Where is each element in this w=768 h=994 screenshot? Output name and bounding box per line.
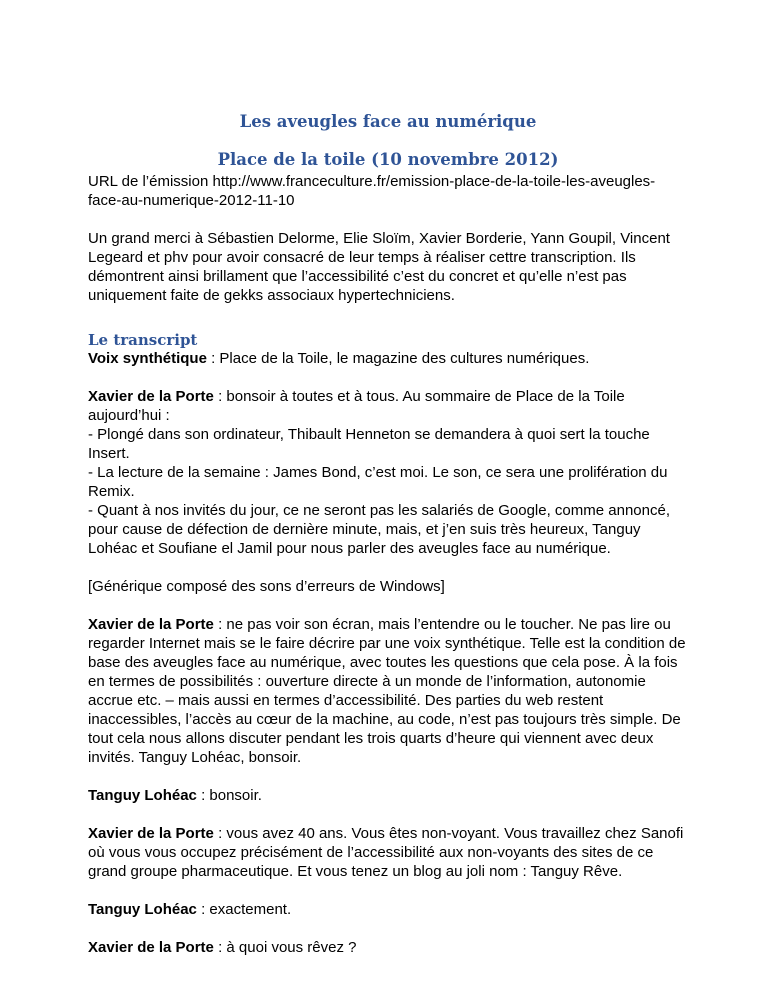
turn-text: : Place de la Toile, le magazine des cultures numériques. [206,350,590,367]
url-paragraph [88,172,688,210]
turn-text: : vous avez 40 ans. Vous êtes non-voyant. Vous travaillez chez Sanofi où vous vous occupez précisément de l’accessibilité aux non-voyants des sites de ce grand groupe pharmaceutique. Et vous tenez un blog au joli nom : Tanguy Rêve. [88,825,684,880]
speaker-name: Tanguy Lohéac [88,901,197,918]
transcript-turn [88,349,688,368]
broadcast-link[interactable]: http://www.franceculture.fr/emission-place-de-la-toile-les-aveugles-face-au-numerique-2012-11-10 [88,173,656,209]
summary-item: - La lecture de la semaine : James Bond, c’est moi. Le son, ce sera une prolifération du Remix. [88,464,668,500]
stage-direction: [Générique composé des sons d’erreurs de Windows] [88,578,445,595]
turn-text: : bonsoir. [196,787,262,804]
summary-item: - Plongé dans son ordinateur, Thibault Henneton se demandera à quoi sert la touche Insert. [88,426,650,462]
document-subtitle: Place de la toile (10 novembre 2012) [217,150,559,169]
speaker-name: Xavier de la Porte [88,616,214,633]
speaker-name: Xavier de la Porte [88,939,214,956]
document-title: Les aveugles face au numérique [239,112,537,131]
document-body [88,112,688,957]
turn-text: : exactement. [196,901,292,918]
section-heading: Le transcript [88,331,198,349]
transcript-turn [88,786,688,805]
speaker-name: Xavier de la Porte [88,825,214,842]
thanks-paragraph: Un grand merci à Sébastien Delorme, Elie Sloïm, Xavier Borderie, Yann Goupil, Vincent Legeard et phv pour avoir consacré de leur temps à réaliser cettre transcription. Ils démontrent ainsi brillament que l’accessibilité c’est du concret et qu’elle n’est pas uniquement faite de gekks associaux hypertechniciens. [88,230,670,304]
speaker-name: Voix synthétique [88,350,207,367]
turn-text: : ne pas voir son écran, mais l’entendre ou le toucher. Ne pas lire ou regarder Internet mais se le faire décrire par une voix synthétique. Telle est la condition de base des aveugles face au numérique, avec toutes les questions que cela pose. À la fois en termes de possibilités : ouverture directe à un monde de l’information, autonomie accrue etc. – mais aussi en termes d’accessibilité. Des parties du web restent inaccessibles, l’accès au cœur de la machine, au code, n’est pas toujours très simple. De tout cela nous allons discuter pendant les trois quarts d’heure qui viennent avec deux invités. Tanguy Lohéac, bonsoir. [88,616,686,766]
transcript-turn [88,824,688,881]
url-prefix: URL de l’émission [88,173,213,190]
summary-item: - Quant à nos invités du jour, ce ne seront pas les salariés de Google, comme annoncé, pour cause de défection de dernière minute, mais, et j’en suis très heureux, Tanguy Lohéac et Soufiane el Jamil pour nous parler des aveugles face au numérique. [88,502,670,557]
turn-text: : à quoi vous rêvez ? [213,939,357,956]
turn-text: : bonsoir à toutes et à tous. Au sommaire de Place de la Toile aujourd’hui : [88,388,625,424]
transcript-turn [88,387,688,558]
transcript-turn [88,900,688,919]
transcript-turn [88,938,688,957]
speaker-name: Tanguy Lohéac [88,787,197,804]
speaker-name: Xavier de la Porte [88,388,214,405]
transcript-turn [88,615,688,767]
